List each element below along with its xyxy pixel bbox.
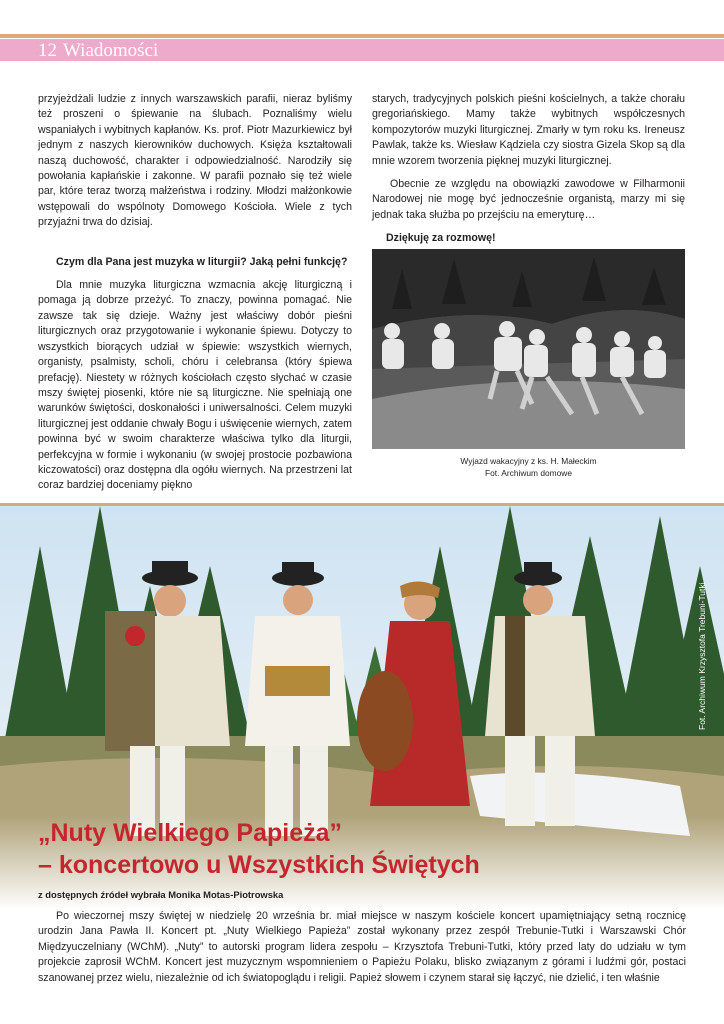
interview-paragraph: Obecnie ze względu na obowiązki zawodowe w Filharmonii Narodowej nie mogę być jednocześnie organistą, marzy mi się jednak taka służba po przejściu na emeryturę… (372, 178, 685, 221)
interview-paragraph: starych, tradycyjnych polskich pieśni kościelnych, a także chorału gregoriańskiego. Mamy także wybitnych współczesnych kompozytorów muzyki liturgicznej. Zmarły w tym roku ks. Ireneusz Pawlak, także ks. Wiesław Kądziela czy siostra Gizela Skop są dla mnie wzorem tworzenia pięknej muzyki liturgicznej. (372, 93, 685, 167)
caption-text: Wyjazd wakacyjny z ks. H. Małeckim (460, 456, 597, 466)
header-top-rule (0, 34, 724, 38)
interview-question: Czym dla Pana jest muzyka w liturgii? Jaką pełni funkcję? (56, 255, 348, 268)
caption-credit: Fot. Archiwum domowe (484, 467, 573, 478)
article-byline: z dostępnych źródeł wybrała Monika Motas-Piotrowska (38, 889, 284, 900)
photo-credit (697, 729, 707, 730)
page-header (38, 40, 158, 62)
page-number: 12 (38, 40, 57, 61)
article-title-line-2: – koncertowo u Wszystkich Świętych (38, 851, 480, 879)
section-title: Wiadomości (63, 40, 159, 61)
article-title (38, 817, 480, 881)
article-paragraph: Po wieczornej mszy świętej w niedzielę 20 września br. miał miejsce w naszym kościele koncert upamiętniający setną rocznicę urodzin Jana Pawła II. Koncert pt. „Nuty Wielkiego Papieża” został wykonany przez zespół Trebunie-Tutki i Warszawski Chór Międzyuczelniany (WChM). „Nuty” to autorski program lidera zespołu – Krzysztofa Trebuni-Tutki, który przed laty do udziału w tym projekcie zaprosił WChM. Koncert jest muzycznym wspomnieniem o Papieżu Polaku, blisko związanym z górami i ludźmi gór, postaci szanowanej przez wielu, niezależnie od ich światopoglądu i religii. Papież słowem i czynem starał się łączyć, nie dzielić, i ten właśnie (38, 910, 686, 984)
interview-paragraph: przyjeżdżali ludzie z innych warszawskich parafii, nieraz byliśmy też proszeni o śpiewanie na ślubach. Poznaliśmy wielu wspaniałych i wybitnych kapłanów. Ks. prof. Piotr Mazurkiewicz był jednym z naszych kierowników duchowych. Księża kształtowali naszą duchowość, charakter i odpowiedzialność. Narodziły się powołania kapłańskie i zakonne. W parafii poznało się też wiele par, które teraz tworzą małżeństwa i rodziny. Młodzi małżonkowie wstępowali do wspólnoty Domowego Kościoła. Wiele z tych przyjaźni trwa do dzisiaj. (38, 93, 352, 229)
interview-column-right (372, 92, 685, 247)
interview-paragraph: Dla mnie muzyka liturgiczna wzmacnia akcję liturgiczną i pomaga ją dobrze przeżyć. To znaczy, powinna pomagać. Nie zawsze tak się dzieje. Ważny jest właściwy dobór pieśni liturgicznych oraz przygotowanie i wykonanie śpiewu. Dotyczy to wszystkich biorących udział w śpiewie: wszystkich wiernych, organisty, psalmisty, scholi, chóru i celebransa (który śpiewa prefację). Niestety w różnych kościołach często słychać w czasie mszy świętej piosenki, które nie są liturgiczne. Nie spełniają one warunków świętości, doskonałości i uniwersalności. Celem muzyki liturgicznej jest oddanie chwały Bogu i uświęcenie wiernych, zatem powinna być w swoim charakterze właściwa tylko dla liturgii, perfekcyjna w formie i wykonaniu (w swojej prostocie pozbawiona kiczowatości) oraz dostępna dla ogółu wiernych. Na przestrzeni lat coraz bardziej doceniamy piękno (38, 279, 352, 492)
article-title-line-1: „Nuty Wielkiego Papieża” (38, 819, 343, 847)
article-body (38, 909, 686, 986)
interview-column-left (38, 92, 352, 494)
photo-caption (372, 456, 685, 479)
bw-photo-illustration (372, 249, 685, 449)
bw-group-photo (372, 249, 685, 449)
interview-thanks: Dziękuję za rozmowę! (386, 232, 496, 245)
